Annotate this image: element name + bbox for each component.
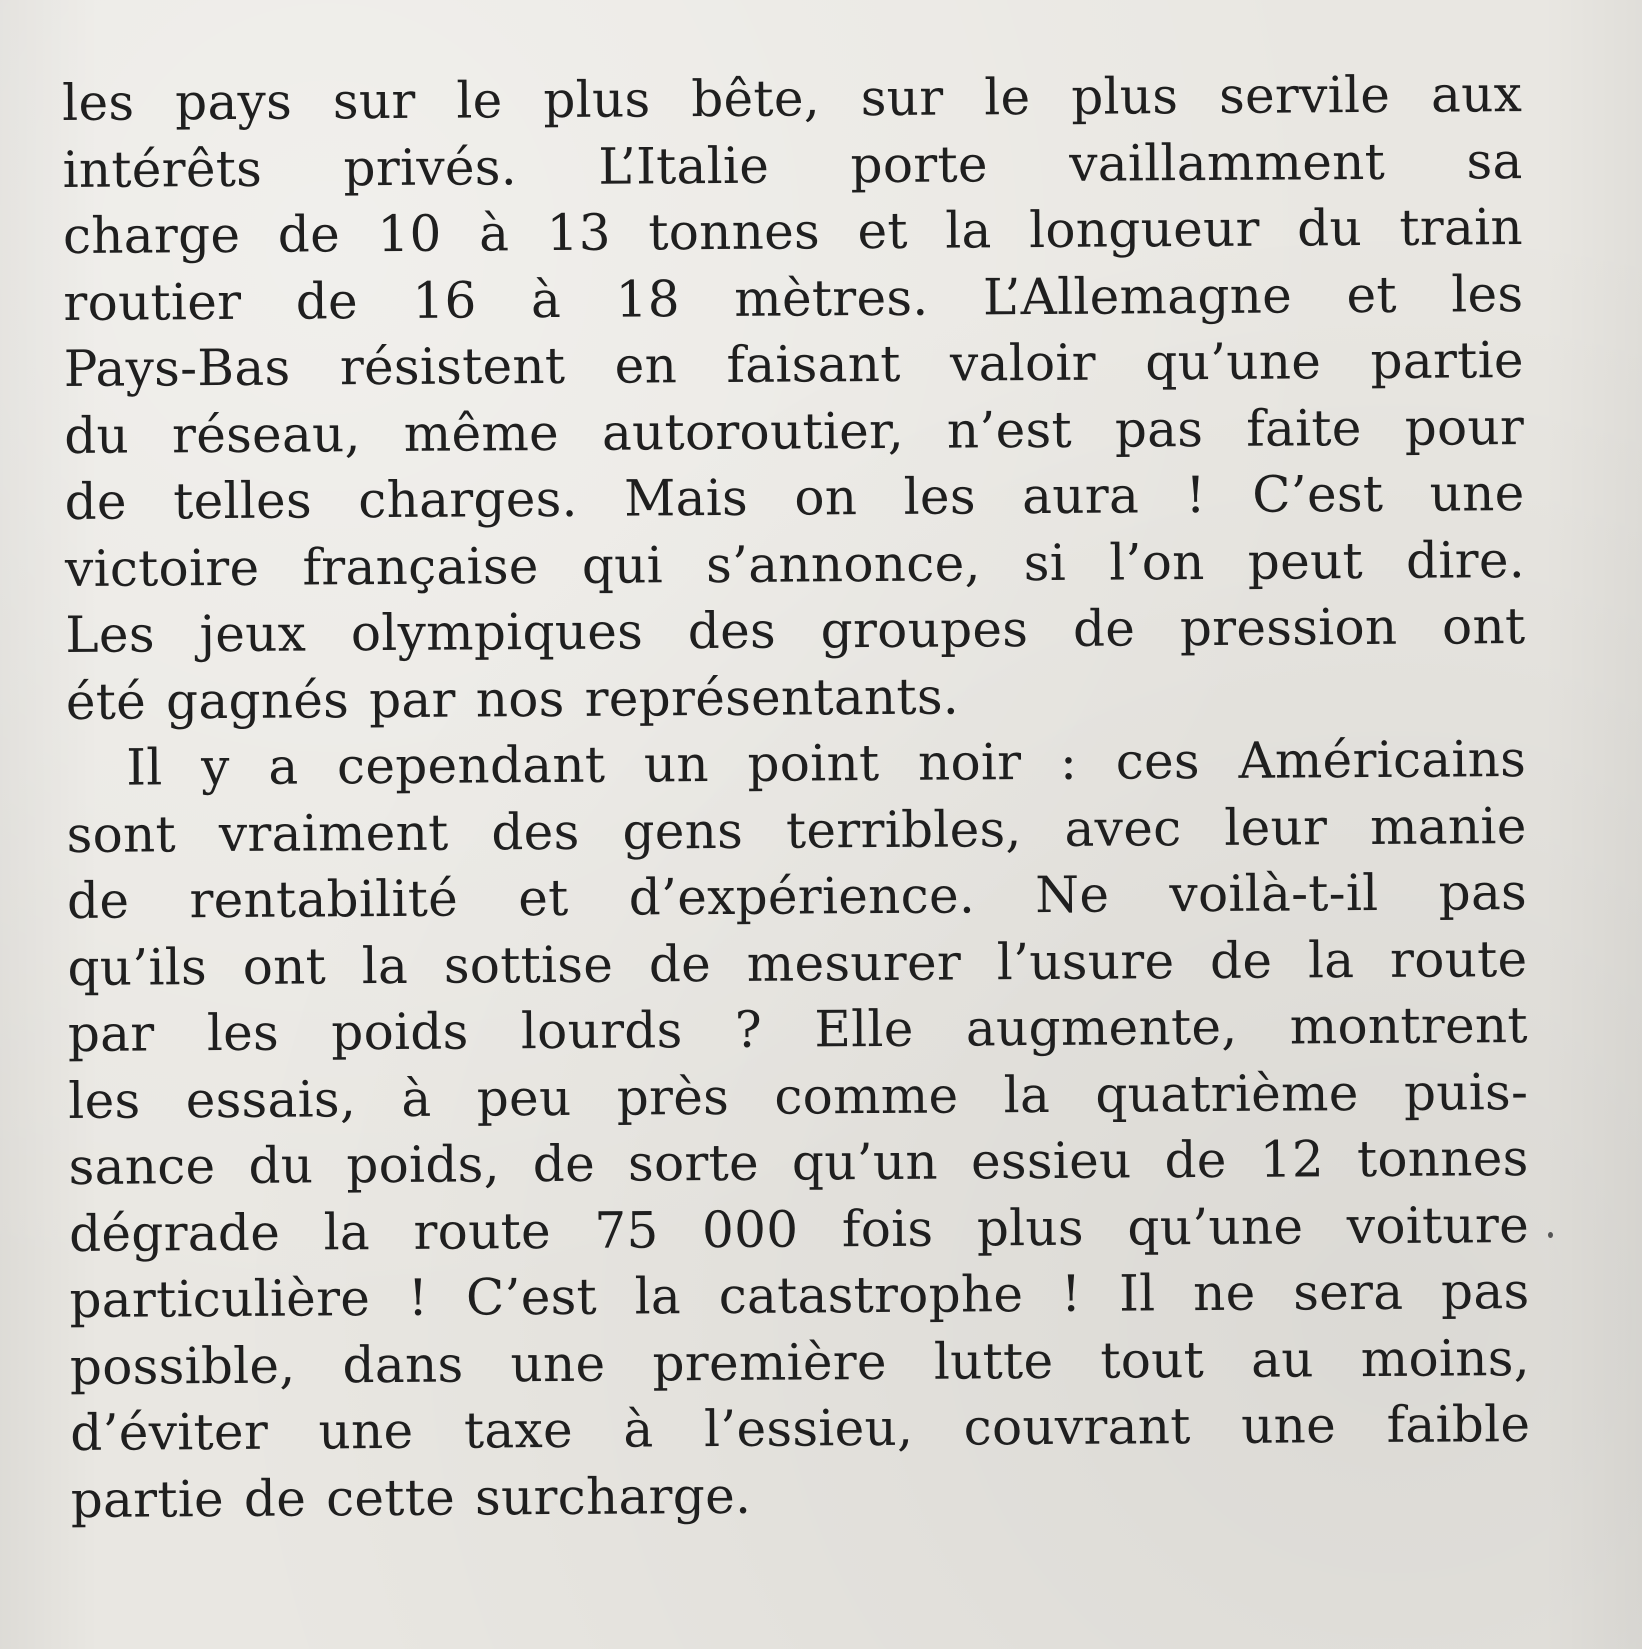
word: : [1059, 732, 1078, 791]
word: la [634, 1267, 682, 1326]
word: plus [543, 70, 651, 130]
word: à [478, 204, 510, 263]
text-line [69, 1258, 1529, 1333]
word: Américains [1238, 730, 1527, 790]
word: gens [622, 801, 744, 861]
word: 10 [377, 204, 442, 264]
word: mètres. [734, 268, 929, 328]
word: l’usure [996, 931, 1175, 991]
word: qui [581, 535, 664, 595]
word: au [1250, 1329, 1314, 1389]
word: l’on [1109, 532, 1205, 592]
word: dans [342, 1335, 464, 1394]
word: la [1003, 1065, 1051, 1124]
word: quatrième [1095, 1063, 1359, 1124]
word: 18 [615, 269, 681, 329]
word: ! [1185, 466, 1207, 525]
text-line [65, 593, 1525, 668]
text-line [67, 859, 1527, 934]
word: sont [66, 804, 177, 864]
word: un [643, 735, 710, 794]
word: voiture [1346, 1195, 1530, 1255]
word: tonnes [1356, 1129, 1529, 1189]
word: n’est [946, 400, 1073, 460]
word: Mais [623, 468, 749, 528]
word: partie [1370, 331, 1524, 391]
word: plus [1071, 67, 1179, 126]
word: qu’un [791, 1132, 939, 1192]
paper-speck [1548, 1232, 1553, 1238]
word: surcharge. [474, 1466, 752, 1527]
word: qu’une [1127, 1196, 1304, 1257]
word: aura [1021, 466, 1140, 526]
text-line [63, 194, 1523, 269]
text-line [63, 261, 1523, 336]
word: de [295, 271, 359, 331]
word: lourds [520, 1001, 683, 1061]
word: 75 [594, 1200, 659, 1260]
word: à [623, 1400, 654, 1459]
word: lutte [933, 1331, 1054, 1391]
book-page-text [62, 61, 1531, 1533]
word: ? [734, 1000, 763, 1059]
word: une [318, 1401, 414, 1461]
word: de [1164, 1130, 1227, 1190]
text-line [68, 992, 1528, 1067]
word: sottise [443, 935, 614, 995]
word: vraiment [218, 803, 449, 863]
word: française [302, 536, 539, 597]
word: des [491, 802, 580, 861]
word: de [64, 472, 128, 531]
word: qu’une [1145, 332, 1322, 392]
word: couvrant [963, 1397, 1191, 1457]
word: ces [1115, 732, 1201, 791]
word: et [857, 201, 908, 261]
word: s’annonce, [705, 533, 981, 594]
word: sera [1293, 1262, 1404, 1322]
text-line [70, 1325, 1530, 1400]
word: charge [62, 205, 241, 265]
word: le [456, 71, 503, 130]
word: ont [1441, 597, 1526, 656]
word: telles [173, 471, 313, 531]
word: de [66, 871, 130, 930]
text-line [68, 1125, 1528, 1200]
word: routier [63, 272, 242, 332]
text-line-last [71, 1458, 1531, 1533]
word: à [401, 1069, 432, 1128]
word: particulière [69, 1269, 371, 1329]
word: comme [774, 1066, 959, 1126]
word: qu’ils [67, 937, 208, 997]
word: d’expérience. [628, 866, 976, 927]
word: pas [1114, 399, 1204, 459]
word: pas [1440, 1262, 1530, 1321]
word: première [652, 1332, 888, 1392]
word: autoroutier, [601, 401, 905, 462]
word: vaillamment [1069, 132, 1386, 193]
word: poids, [346, 1135, 500, 1195]
word: possible, [69, 1336, 296, 1396]
word: du [1296, 199, 1363, 258]
word: des [687, 601, 777, 661]
word: avec [1064, 798, 1182, 858]
word: aux [1430, 65, 1523, 124]
word: les [206, 1003, 280, 1063]
text-line [68, 1059, 1528, 1134]
word: d’éviter [70, 1402, 269, 1462]
paragraph-1 [62, 61, 1526, 735]
word: privés. [343, 137, 518, 197]
word: train [1399, 198, 1524, 257]
word: Elle [814, 999, 914, 1059]
text-line [64, 327, 1524, 402]
word: puis- [1403, 1062, 1529, 1122]
word: sur [332, 71, 416, 131]
word: peu [476, 1068, 572, 1127]
word: tonnes [648, 202, 821, 262]
word: longueur [1028, 199, 1260, 260]
word: une [1241, 1396, 1337, 1455]
word: près [616, 1067, 730, 1127]
word: sur [860, 68, 944, 128]
word: ! [1060, 1264, 1082, 1323]
word: a [268, 737, 299, 796]
word: Les [65, 605, 155, 664]
word: faite [1246, 398, 1362, 458]
word: manie [1369, 796, 1527, 856]
word: essieu [970, 1131, 1132, 1191]
word: de [532, 1134, 596, 1194]
word: les [903, 467, 976, 526]
word: de [243, 1469, 307, 1528]
word: porte [850, 134, 988, 194]
paragraph-2 [66, 726, 1531, 1533]
word: la [323, 1202, 371, 1261]
word: moins, [1360, 1328, 1531, 1388]
word: on [794, 468, 858, 527]
word: les [1451, 264, 1524, 324]
word: l’essieu, [703, 1398, 914, 1459]
word: route [413, 1201, 552, 1261]
word: faisant [726, 334, 901, 394]
word: faible [1386, 1395, 1531, 1454]
word: du [64, 406, 130, 465]
word: 12 [1259, 1130, 1325, 1189]
word: les [62, 73, 135, 132]
word: charges. [358, 469, 578, 530]
word: Ne [1035, 865, 1110, 925]
word: Pays-Bas [63, 338, 291, 398]
word: de [277, 205, 341, 264]
word: représentants. [584, 667, 960, 728]
word: fois [841, 1199, 934, 1258]
text-line [64, 394, 1524, 469]
word: ne [1192, 1263, 1256, 1323]
word: une [510, 1334, 606, 1393]
word: pression [1179, 597, 1398, 658]
word: poids [331, 1002, 469, 1062]
word: jeux [199, 604, 307, 664]
word: la [945, 201, 992, 260]
word: peut [1247, 531, 1364, 591]
word: de [1209, 931, 1273, 990]
word: voilà-t-il [1169, 863, 1379, 924]
word: intérêts [62, 139, 263, 199]
text-line [62, 61, 1522, 136]
word: pays [174, 72, 293, 132]
word: C’est [1252, 464, 1384, 524]
word: cependant [336, 735, 606, 796]
text-line [64, 460, 1524, 535]
word: taxe [463, 1400, 574, 1460]
text-line [66, 793, 1526, 868]
word: réseau, [171, 404, 361, 464]
word: Il [1118, 1264, 1156, 1323]
word: essais, [185, 1069, 357, 1129]
text-line-indented [66, 726, 1526, 801]
word: le [984, 68, 1031, 127]
word: pour [1404, 397, 1525, 457]
word: servile [1218, 65, 1391, 125]
word: leur [1224, 797, 1328, 857]
word: nos [475, 669, 565, 728]
word: ! [407, 1268, 429, 1327]
text-line [67, 926, 1527, 1001]
text-line [69, 1192, 1529, 1267]
word: les [68, 1071, 141, 1130]
word: partie [70, 1469, 225, 1529]
word: et [1346, 265, 1397, 324]
word: sorte [627, 1133, 760, 1193]
word: L’Allemagne [982, 265, 1293, 326]
word: victoire [64, 538, 260, 598]
word: par [368, 670, 456, 729]
word: tout [1100, 1330, 1205, 1390]
word: valoir [949, 333, 1097, 393]
word: terribles, [785, 799, 1022, 860]
text-line [65, 527, 1525, 602]
word: et [518, 868, 569, 928]
word: dégrade [68, 1203, 281, 1263]
word: bête, [691, 69, 821, 129]
text-line-last [66, 660, 1526, 735]
word: route [1389, 929, 1528, 989]
word: la [361, 936, 409, 995]
word: rentabilité [189, 869, 459, 930]
word: olympiques [350, 602, 644, 663]
word: plus [976, 1198, 1085, 1257]
word: même [403, 403, 560, 463]
word: C’est [465, 1267, 598, 1327]
word: sance [68, 1137, 216, 1196]
word: groupes [820, 600, 1029, 660]
text-line [70, 1391, 1530, 1466]
word: par [67, 1004, 155, 1063]
word: en [614, 336, 678, 395]
word: du [248, 1136, 314, 1195]
word: de [648, 934, 712, 993]
word: noir [917, 733, 1022, 792]
word: y [201, 737, 230, 797]
word: 16 [412, 270, 477, 330]
word: montrent [1289, 996, 1528, 1056]
word: augmente, [965, 997, 1238, 1058]
word: sa [1466, 131, 1523, 190]
word: ont [242, 936, 327, 996]
word: L’Italie [598, 136, 770, 196]
word: à [530, 270, 562, 329]
word: une [1429, 464, 1525, 523]
word: gagnés [165, 670, 350, 730]
word: si [1023, 533, 1067, 592]
word: de [1072, 599, 1136, 658]
word: été [65, 671, 147, 731]
word: 13 [546, 203, 612, 263]
word: pas [1438, 863, 1528, 922]
word: cette [325, 1468, 456, 1527]
word: la [1307, 930, 1355, 989]
word: Il [126, 738, 163, 797]
word: 000 [701, 1200, 799, 1259]
word: dire. [1405, 530, 1526, 590]
word: catastrophe [718, 1265, 1024, 1326]
word: mesurer [746, 933, 962, 993]
text-line [62, 128, 1522, 203]
word: point [747, 734, 880, 793]
word: résistent [339, 336, 566, 397]
